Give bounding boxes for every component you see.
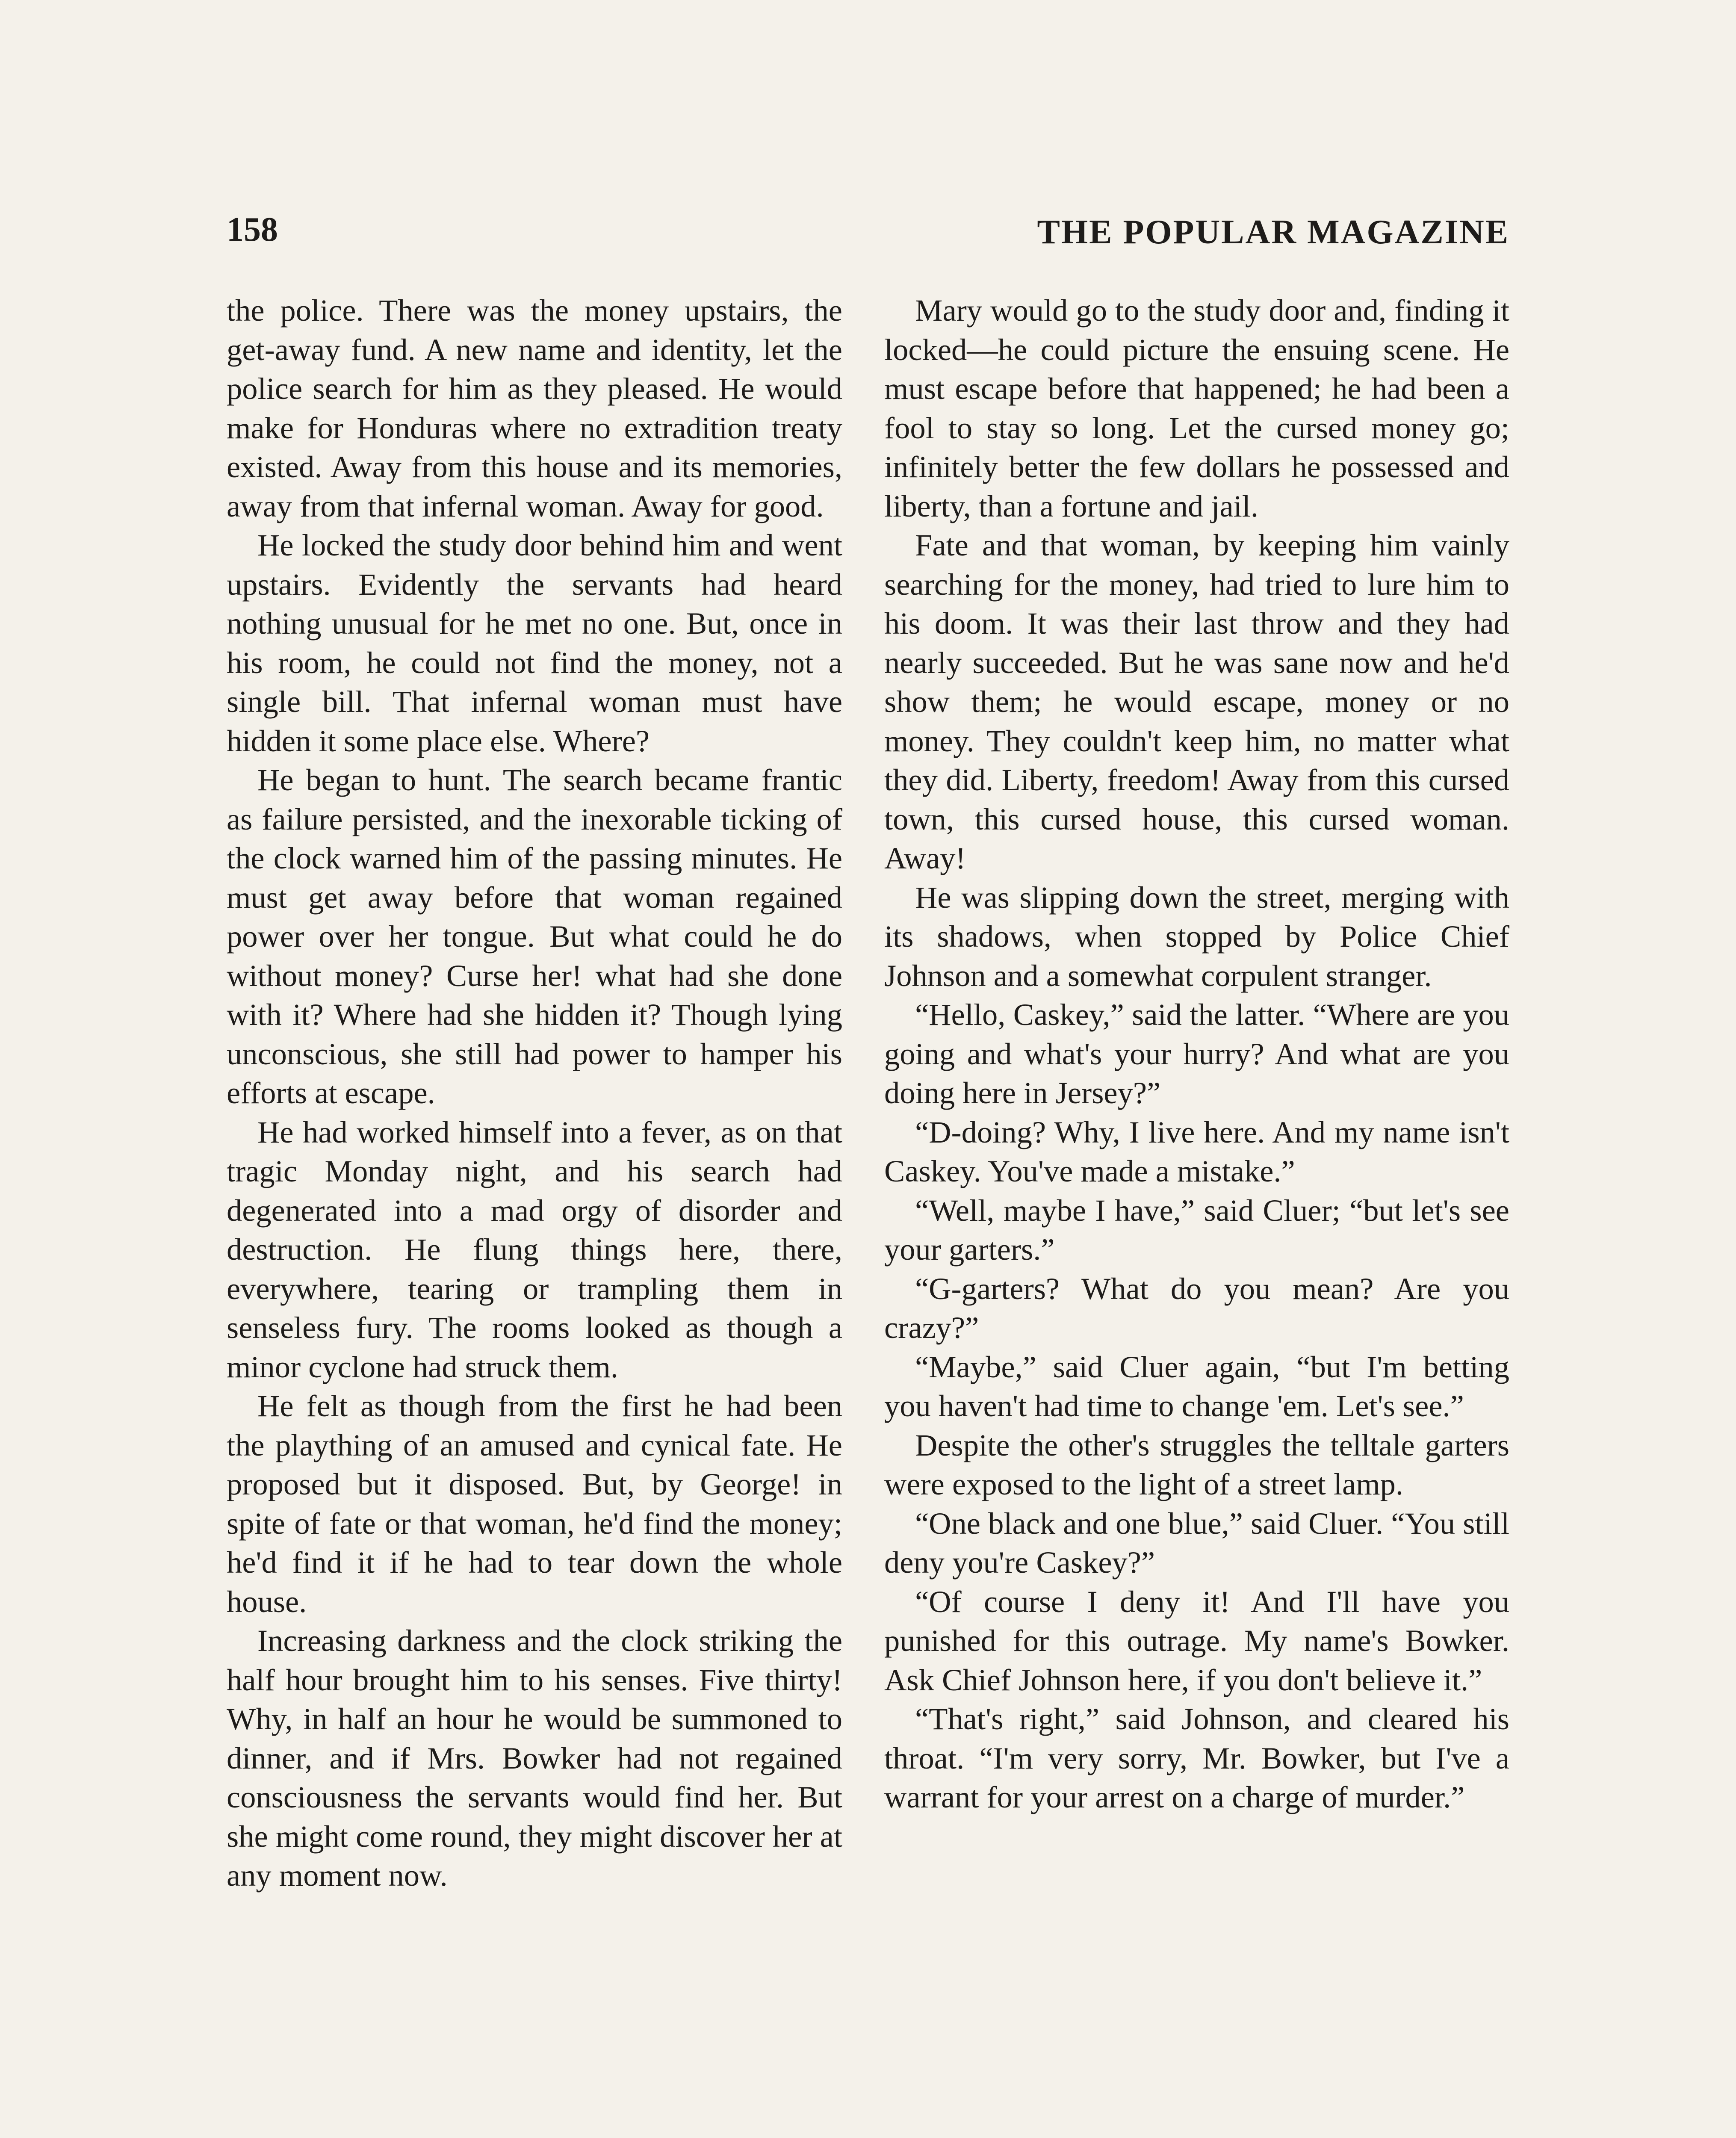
paragraph: “Hello, Caskey,” said the latter. “Where are you going and what's your hurry? And what are you doing here in Jersey?” bbox=[884, 997, 1509, 1110]
paragraph: Mary would go to the study door and, finding it locked—he could picture the ensuing scene. He must escape before that happened; he had been a fool to stay so long. Let the cursed money go; infinitely better the few dollars he possessed and liberty, than a fortune and jail. bbox=[884, 293, 1509, 523]
paragraph: “That's right,” said Johnson, and cleared his throat. “I'm very sorry, Mr. Bowker, but I've a warrant for your arrest on a charge of murder.” bbox=[884, 1701, 1509, 1814]
paragraph: “Well, maybe I have,” said Cluer; “but let's see your garters.” bbox=[884, 1193, 1509, 1267]
paragraph: He felt as though from the first he had been the plaything of an amused and cynical fate. He proposed but it disposed. But, by George! in spite of fate or that woman, he'd find the money; he'd find it if he had to tear down the whole house. bbox=[227, 1388, 842, 1619]
right-column bbox=[884, 291, 1509, 1817]
paragraph: “G-garters? What do you mean? Are you crazy?” bbox=[884, 1271, 1509, 1345]
paragraph: He had worked himself into a fever, as on that tragic Monday night, and his search had degenerated into a mad orgy of disorder and destruction. He flung things here, there, everywhere, tearing or trampling them in senseless fury. The rooms looked as though a minor cyclone had struck them. bbox=[227, 1114, 842, 1384]
page-header bbox=[227, 210, 1509, 257]
page-number: 158 bbox=[227, 211, 278, 248]
paragraph: the police. There was the money upstairs, the get-away fund. A new name and identity, let the police search for him as they pleased. He would make for Honduras where no extradition treaty existed. Away from this house and its memories, away from that infernal woman. Away for good. bbox=[227, 293, 842, 523]
paragraph: “Maybe,” said Cluer again, “but I'm betting you haven't had time to change 'em. Let's see.” bbox=[884, 1349, 1509, 1423]
paragraph: He locked the study door behind him and went upstairs. Evidently the servants had heard nothing unusual for he met no one. But, once in his room, he could not find the money, not a single bill. That infernal woman must have hidden it some place else. Where? bbox=[227, 528, 842, 758]
left-column bbox=[227, 291, 842, 1895]
paragraph: Increasing darkness and the clock striking the half hour brought him to his senses. Five thirty! Why, in half an hour he would be summoned to dinner, and if Mrs. Bowker had not regained consciousness the servants would find her. But she might come round, they might discover her at any moment now. bbox=[227, 1623, 842, 1893]
paragraph: Fate and that woman, by keeping him vainly searching for the money, had tried to lure him to his doom. It was their last throw and they had nearly succeeded. But he was sane now and he'd show them; he would escape, money or no money. They couldn't keep him, no matter what they did. Liberty, freedom! Away from this cursed town, this cursed house, this cursed woman. Away! bbox=[884, 528, 1509, 875]
paragraph: He began to hunt. The search became frantic as failure persisted, and the inexorable ticking of the clock warned him of the passing minutes. He must get away before that woman regained power over her tongue. But what could he do without money? Curse her! what had she done with it? Where had she hidden it? Though lying unconscious, she still had power to hamper his efforts at escape. bbox=[227, 762, 842, 1110]
running-head: THE POPULAR MAGAZINE bbox=[1037, 213, 1509, 251]
paragraph: Despite the other's struggles the telltale garters were exposed to the light of a street lamp. bbox=[884, 1427, 1509, 1501]
paragraph: “Of course I deny it! And I'll have you punished for this outrage. My name's Bowker. Ask Chief Johnson here, if you don't believe it.” bbox=[884, 1584, 1509, 1697]
paragraph: He was slipping down the street, merging with its shadows, when stopped by Police Chief Johnson and a somewhat corpulent stranger. bbox=[884, 880, 1509, 993]
paragraph: “D-doing? Why, I live here. And my name isn't Caskey. You've made a mistake.” bbox=[884, 1114, 1509, 1188]
paragraph: “One black and one blue,” said Cluer. “You still deny you're Caskey?” bbox=[884, 1506, 1509, 1580]
